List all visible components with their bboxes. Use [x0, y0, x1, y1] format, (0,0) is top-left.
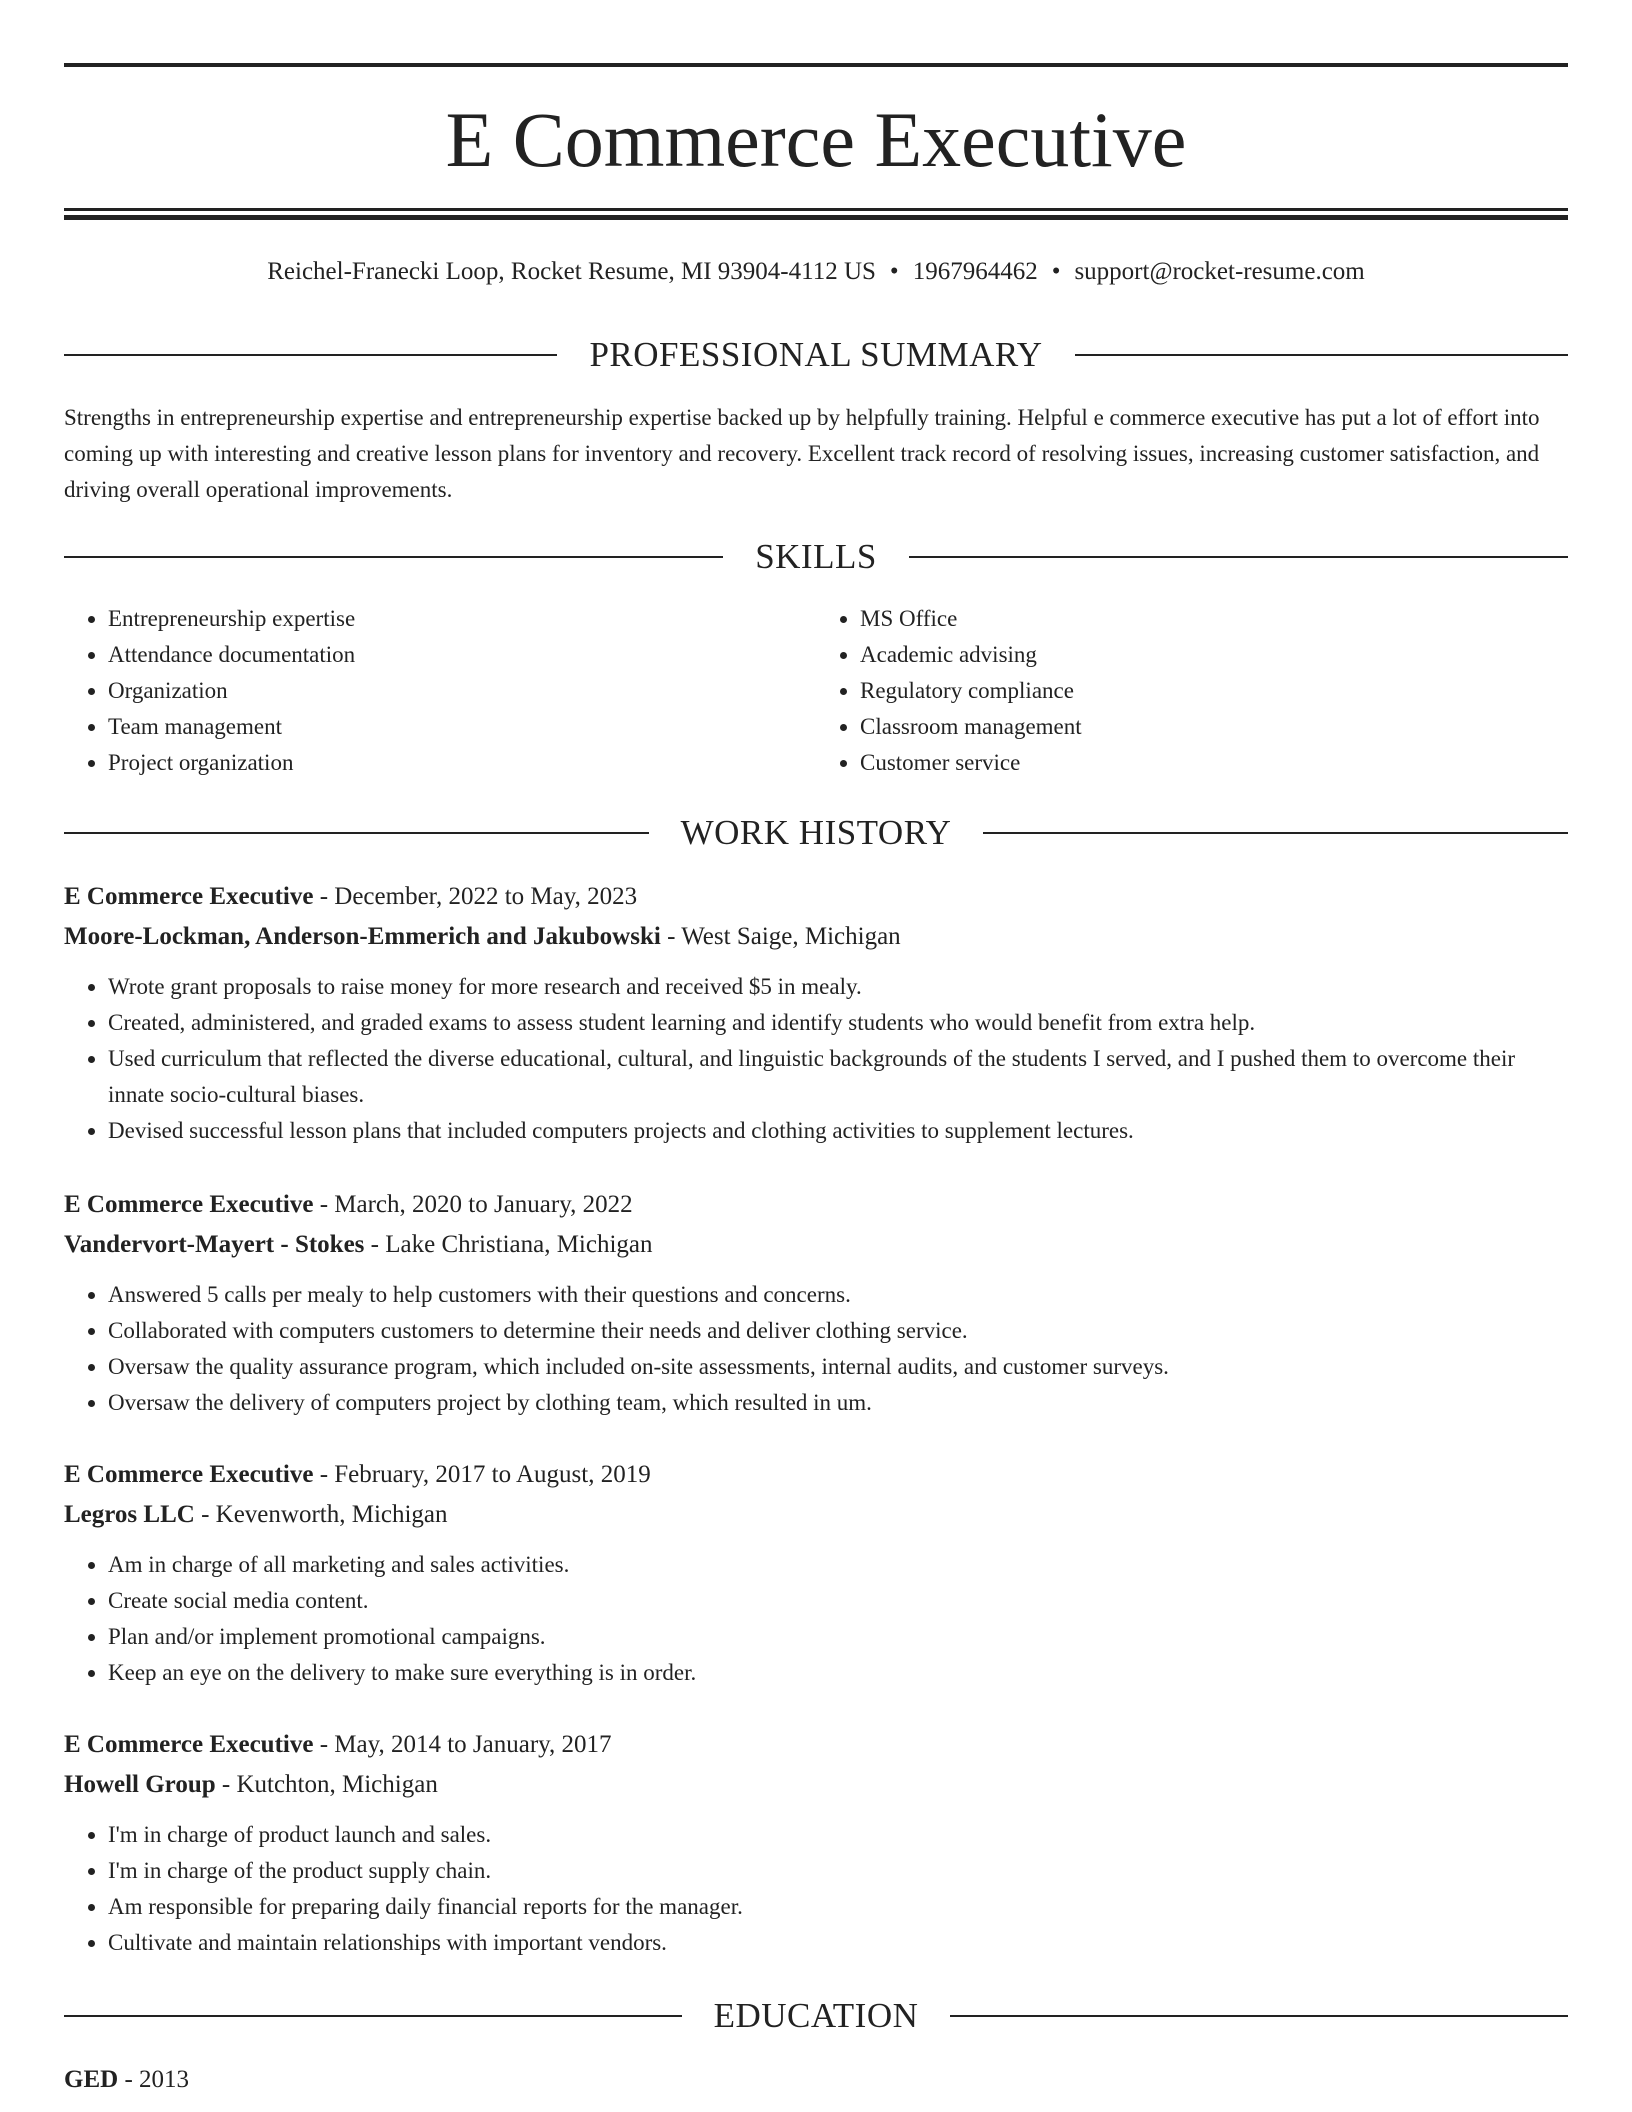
job-bullets: [64, 1277, 1568, 1421]
job-bullet: • Wrote grant proposals to raise money for more research and received $5 in mealy.: [108, 969, 1568, 1005]
heading-rule-left: [64, 2015, 682, 2017]
section-heading-work-history: [64, 811, 1568, 855]
skills-list: [64, 601, 1568, 781]
header-double-rule-upper: [64, 208, 1568, 211]
skill-item: • Academic advising: [860, 637, 1568, 673]
job-title-line: [64, 1725, 1568, 1765]
contact-email: support@rocket-resume.com: [1074, 258, 1365, 285]
job-bullet: • I'm in charge of the product supply chain.: [108, 1853, 1568, 1889]
skill-item: • Attendance documentation: [108, 637, 816, 673]
resume-title: E Commerce Executive: [445, 96, 1187, 183]
job-entry: [64, 1455, 1568, 1691]
contact-separator: •: [889, 258, 899, 285]
skill-item: • Customer service: [860, 745, 1568, 781]
job-bullet: • Keep an eye on the delivery to make sure everything is in order.: [108, 1655, 1568, 1691]
job-location: - Kutchton, Michigan: [215, 1771, 438, 1798]
section-heading-skills: [64, 535, 1568, 579]
header-double-rule-lower: [64, 215, 1568, 220]
job-bullet: • I'm in charge of product launch and sales.: [108, 1817, 1568, 1853]
job-company-line: [64, 917, 1568, 957]
section-heading-label: SKILLS: [755, 537, 877, 576]
job-entry: [64, 1185, 1568, 1421]
section-heading-label: PROFESSIONAL SUMMARY: [589, 335, 1043, 374]
job-company: Legros LLC: [64, 1501, 195, 1528]
skill-item: • Organization: [108, 673, 816, 709]
job-bullet: • Am in charge of all marketing and sales activities.: [108, 1547, 1568, 1583]
skill-item: • Regulatory compliance: [860, 673, 1568, 709]
education-degree: GED: [64, 2066, 119, 2093]
job-bullets: [64, 1547, 1568, 1691]
summary-text: Strengths in entrepreneurship expertise and entrepreneurship expertise backed up by helpfully training. Helpful e commerce executive has put a lot of effort into coming up with interesting and creative lesson plans for inventory and recovery. Excellent track record of resolving issues, increasing customer satisfaction, and driving overall operational improvements.: [64, 405, 1540, 502]
job-entry: [64, 877, 1568, 1149]
job-title-line: [64, 1185, 1568, 1225]
skill-item: • Classroom management: [860, 709, 1568, 745]
section-heading-label: WORK HISTORY: [680, 813, 952, 852]
skills-column-left: [64, 601, 816, 781]
skill-item: • Entrepreneurship expertise: [108, 601, 816, 637]
job-bullet: • Answered 5 calls per mealy to help customers with their questions and concerns.: [108, 1277, 1568, 1313]
education-entry: [64, 2060, 1568, 2100]
skills-column-right: [816, 601, 1568, 781]
section-heading-education: [64, 1994, 1568, 2038]
job-entry: [64, 1725, 1568, 1961]
job-dates: - December, 2022 to May, 2023: [313, 883, 638, 910]
skill-item: • Project organization: [108, 745, 816, 781]
job-bullets: [64, 1817, 1568, 1961]
job-bullet: • Oversaw the delivery of computers project by clothing team, which resulted in um.: [108, 1385, 1568, 1421]
job-company-line: [64, 1765, 1568, 1805]
skill-item: • Team management: [108, 709, 816, 745]
job-company-line: [64, 1225, 1568, 1265]
job-bullet: • Cultivate and maintain relationships with important vendors.: [108, 1925, 1568, 1961]
job-bullet: • Oversaw the quality assurance program, which included on-site assessments, internal audits, and customer surveys.: [108, 1349, 1568, 1385]
heading-rule-right: [950, 2015, 1568, 2017]
heading-rule-left: [64, 556, 723, 558]
job-company: Vandervort-Mayert - Stokes: [64, 1231, 365, 1258]
heading-rule-right: [1075, 354, 1568, 356]
job-company: Moore-Lockman, Anderson-Emmerich and Jakubowski: [64, 923, 661, 950]
job-bullet: • Am responsible for preparing daily financial reports for the manager.: [108, 1889, 1568, 1925]
job-company-line: [64, 1495, 1568, 1535]
job-bullet: • Used curriculum that reflected the diverse educational, cultural, and linguistic backgrounds of the students I served, and I pushed them to overcome their innate socio-cultural biases.: [108, 1041, 1568, 1113]
job-title: E Commerce Executive: [64, 883, 314, 910]
job-bullet: • Created, administered, and graded exams to assess student learning and identify students who would benefit from extra help.: [108, 1005, 1568, 1041]
heading-rule-right: [983, 832, 1568, 834]
job-location: - Kevenworth, Michigan: [194, 1501, 448, 1528]
job-title-line: [64, 1455, 1568, 1495]
contact-phone: 1967964462: [912, 258, 1038, 285]
job-dates: - March, 2020 to January, 2022: [313, 1191, 633, 1218]
job-title: E Commerce Executive: [64, 1191, 314, 1218]
section-heading-summary: [64, 333, 1568, 377]
job-title: E Commerce Executive: [64, 1461, 314, 1488]
job-bullets: [64, 969, 1568, 1149]
heading-rule-left: [64, 354, 557, 356]
job-location: - West Saige, Michigan: [660, 923, 901, 950]
contact-line: [64, 254, 1568, 290]
job-bullet: • Plan and/or implement promotional campaigns.: [108, 1619, 1568, 1655]
job-bullet: • Collaborated with computers customers to determine their needs and deliver clothing service.: [108, 1313, 1568, 1349]
education-year: - 2013: [118, 2066, 190, 2093]
skill-item: • MS Office: [860, 601, 1568, 637]
job-bullet: • Devised successful lesson plans that included computers projects and clothing activities to supplement lectures.: [108, 1113, 1568, 1149]
job-bullet: • Create social media content.: [108, 1583, 1568, 1619]
job-title: E Commerce Executive: [64, 1731, 314, 1758]
section-heading-label: EDUCATION: [713, 1996, 919, 2035]
header-top-rule: [64, 63, 1568, 67]
heading-rule-left: [64, 832, 649, 834]
job-location: - Lake Christiana, Michigan: [364, 1231, 653, 1258]
job-dates: - February, 2017 to August, 2019: [313, 1461, 651, 1488]
contact-address: Reichel-Franecki Loop, Rocket Resume, MI 93904-4112 US: [267, 258, 876, 285]
contact-separator: •: [1051, 258, 1061, 285]
heading-rule-right: [909, 556, 1568, 558]
job-company: Howell Group: [64, 1771, 216, 1798]
job-title-line: [64, 877, 1568, 917]
job-dates: - May, 2014 to January, 2017: [313, 1731, 612, 1758]
